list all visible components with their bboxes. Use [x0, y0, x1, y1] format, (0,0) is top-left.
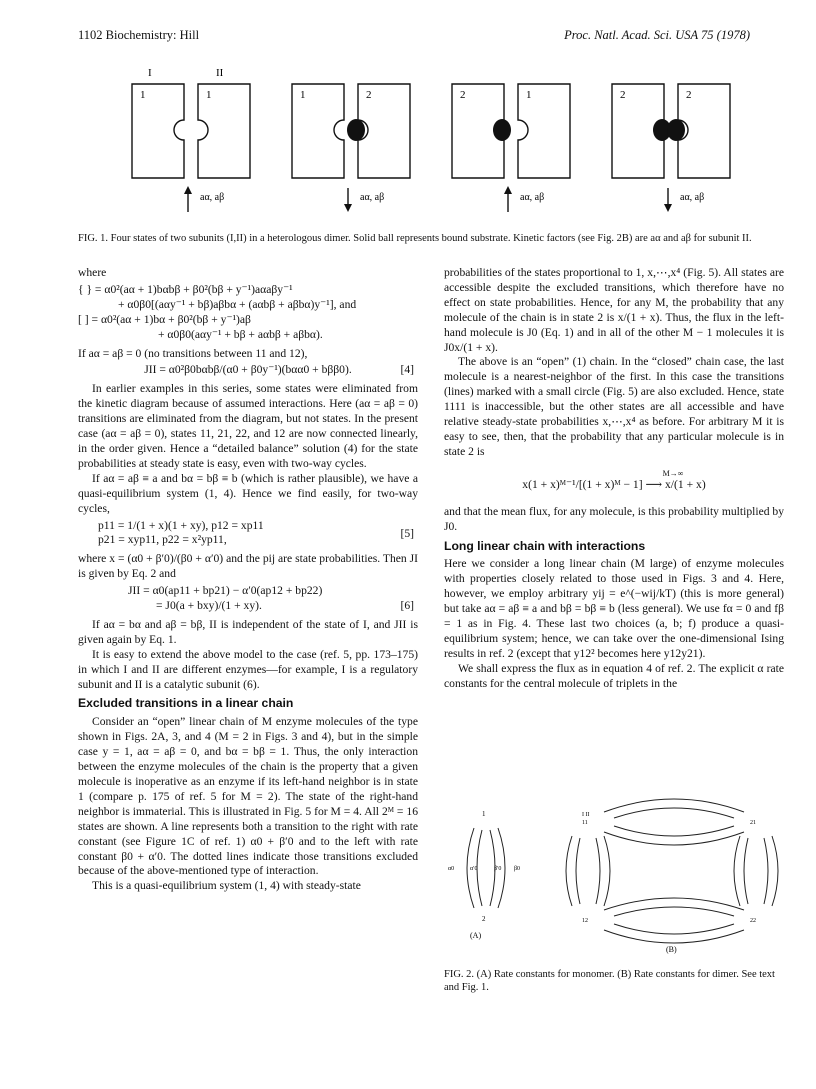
fig2b-arc-left-4: [604, 836, 610, 906]
paragraph-flux: We shall express the flux as in equation 4 of ref. 2. The explicit α rate constants for the central molecule of triplets in the: [444, 661, 784, 690]
equation-4: [78, 363, 418, 378]
fig2b-arc-right-2: [744, 838, 748, 904]
paragraph-if-a: If aα = aβ ≡ a and bα = bβ ≡ b (which is rather plausible), we have a quasi-equilibrium system (1, 4). Hence we find easily, for two-way cycles,: [78, 471, 418, 515]
fig2b-arc-bot-2: [614, 907, 734, 916]
left-column: [78, 266, 418, 894]
fig2b-subunits: I II: [582, 812, 590, 818]
fig2b-arc-right-3: [764, 838, 768, 904]
heading-long-chain: Long linear chain with interactions: [444, 538, 646, 553]
eq5-line-2: p21 = xyp11, p22 = x²yp11,: [98, 533, 227, 547]
fig1-state-label-ii-2: 2: [366, 89, 372, 101]
fig2a-state-top: 1: [482, 810, 486, 818]
eq-brace-line-2: + α0β0[(aαy⁻¹ + bβ)aβbα + (aαbβ + aβbα)y⁻¹], and: [118, 297, 357, 311]
equation-brace: [78, 283, 418, 343]
figure-1-caption: FIG. 1. Four states of two subunits (I,II) in a heterologous dimer. Solid ball represents bound substrate. Kinetic factors (see Fig. 2B) are aα and aβ for subunit II.: [78, 233, 752, 244]
figure-2-caption: FIG. 2. (A) Rate constants for monomer. (B) Rate constants for dimer. See text and Fig. 1.: [444, 969, 775, 993]
eq5-line-1: p11 = 1/(1 + x)(1 + xy), p12 = xp11: [98, 518, 264, 532]
fig1-state-label-i-3: 2: [460, 89, 466, 101]
paragraph-mean: and that the mean flux, for any molecule, is this probability multiplied by J0.: [444, 504, 785, 533]
fig2a-k1: α0: [448, 866, 455, 872]
fig1-state-label-ii-3: 1: [526, 89, 532, 101]
eq4-body: JII = α0²β0bαbβ/(α0 + β0y⁻¹)(bαα0 + bββ0).: [144, 363, 352, 377]
figure-1: [60, 56, 760, 226]
figure-2a: [448, 810, 520, 940]
fig1-state-label-i-4: 2: [620, 89, 626, 101]
fig2a-state-bottom: 2: [482, 915, 486, 923]
fig1-state-label-i-1: 1: [140, 89, 146, 101]
equation-5: [78, 519, 418, 549]
eq6-number: [6]: [400, 599, 414, 613]
where-text: where: [78, 266, 107, 279]
paragraph-continued: probabilities of the states proportional to 1, x,⋯,x⁴ (Fig. 5). All states are accessible despite the excluded transitions, which therefore have no effect on state probabilities. Hence, for any M, the probability that any molecule of the chain is in state 2 is x/(1 + x). Thus, the flux in the left-hand molecule is J0 (Eq. 1) and in all of the other M − 1 molecules it is J0x/(1 + x).: [444, 266, 784, 354]
fig2a-panel: (A): [470, 931, 482, 940]
fig1-arrowhead-4: [664, 204, 672, 212]
paragraph-if-zero: If aα = aβ = 0 (no transitions between 11 and 12),: [78, 346, 308, 360]
page-header-left: 1102 Biochemistry: Hill: [78, 28, 200, 42]
paragraph-above: The above is an “open” (1) chain. In the “closed” chain case, the last molecule is a nearest-neighbor of the first. In this case the transitions (lines) marked with a small circle (Fig. 5) are also excluded. Hence, state 1111 is inaccessible, but the other states are all accessible and have relative steady-state probabilities x,⋯,x⁴ as before. For arbitrary M it is easy to see, then, that the probability that any particular molecule is in state 2 is: [444, 355, 784, 458]
fig2a-k3: β′0: [494, 866, 502, 872]
eq-bracket-line-1: [ ] = α0²(aα + 1)bα + β0²(bβ + y⁻¹)aβ: [78, 312, 251, 326]
fig2b-arc-right-4: [772, 836, 778, 906]
equation-6: [78, 584, 418, 614]
eq6-line-2: = J0(a + bxy)/(1 + xy).: [156, 599, 262, 613]
paragraph-where-x: where x = (α0 + β′0)/(β0 + α′0) and the pij are state probabilities. Then JI is given by Eq. 2 and: [78, 552, 418, 581]
fig2b-arc-top-3: [614, 826, 734, 836]
fig1-factors-2: aα, aβ: [360, 192, 385, 203]
fig1-arrowhead-2: [344, 204, 352, 212]
fig1-factors-4: aα, aβ: [680, 192, 705, 203]
paragraph-easy: It is easy to extend the above model to the case (ref. 5, pp. 173–175) in which I and II are different enzymes—for example, I is a regulatory subunit and II is a catalytic subunit (6).: [78, 647, 418, 691]
figure-2: [444, 786, 784, 966]
fig1-state-label-ii-1: 1: [206, 89, 212, 101]
eq5-number: [5]: [400, 526, 414, 540]
fig2b-state-21: 21: [750, 820, 756, 826]
eq-bracket-line-2: + α0β0(aαy⁻¹ + bβ + aαbβ + aβbα).: [158, 327, 323, 341]
fig2a-k4: β0: [514, 866, 521, 872]
paragraph-consider: Consider an “open” linear chain of M enzyme molecules of the type shown in Figs. 2A, 3, and 4 (M = 2 in Figs. 3 and 4), but in the simple case y = 1, aα = aβ = 0, and bα = bβ = 1. Thus, the only interaction between the enzyme molecules of the chain is the property that a given molecule is inoperative as an enzyme if its left-hand neighbor is in state 1 (compare p. 175 of ref. 5 for M = 2). The state of the right-hand neighbor is immaterial. This is illustrated in Fig. 5 for M = 4. All 2ᴹ = 16 states are shown. A line represents both a transition to the right with rate constant (see Figure 1C of ref. 1) α0 + β′0 and to the left with rate constant β0 + α′0. The dotted lines indicate those transitions excluded because of the above-mentioned type of interaction.: [78, 715, 418, 878]
eq6-line-1: JII = α0(ap11 + bp21) − α′0(ap12 + bp22): [128, 584, 323, 598]
fig1-arrowhead-3: [504, 186, 512, 194]
fig2b-arc-top-1: [604, 799, 744, 812]
fig2b-panel: (B): [666, 945, 677, 954]
fig2b-arc-right-1: [734, 836, 740, 906]
fig2a-arc-2: [477, 830, 482, 906]
fig1-ball-ii-2: [347, 119, 365, 141]
fig1-ball-i-3: [493, 119, 511, 141]
heading-excluded-transitions: Excluded transitions in a linear chain: [78, 696, 294, 711]
fig2b-arc-bot-1: [604, 898, 744, 910]
eq-limit-superscript: M→∞: [662, 468, 684, 478]
fig2b-arc-left-3: [596, 838, 600, 904]
journal-citation: Proc. Natl. Acad. Sci. USA 75 (1978): [564, 28, 750, 42]
fig1-factors-1: aα, aβ: [200, 192, 225, 203]
fig2b-arc-left-2: [576, 838, 580, 904]
fig2b-arc-left-1: [566, 836, 572, 906]
subunit-label-ii: II: [216, 67, 224, 79]
paragraph-if-b: If aα = bα and aβ = bβ, II is independent of the state of I, and JII is given again by Eq. 1.: [78, 617, 418, 646]
fig1-state-label-i-2: 1: [300, 89, 306, 101]
paragraph-quasi: This is a quasi-equilibrium system (1, 4) with steady-state: [92, 879, 361, 893]
equation-limit: [444, 470, 784, 493]
eq4-number: [4]: [400, 363, 414, 377]
fig2b-state-11: 11: [582, 820, 588, 826]
eq-limit-body: x(1 + x)ᴹ⁻¹/[(1 + x)ᴹ − 1] ⟶ x/(1 + x): [522, 477, 706, 491]
fig2a-k2: α′0: [470, 866, 478, 872]
fig1-ball-ii-4: [667, 119, 685, 141]
eq-brace-line-1: { } = α0²(aα + 1)bαbβ + β0²(bβ + y⁻¹)aαaβy⁻¹: [78, 282, 293, 296]
fig2b-state-12: 12: [582, 918, 588, 924]
fig2b-arc-top-2: [614, 808, 734, 818]
paragraph-here: Here we consider a long linear chain (M large) of enzyme molecules with properties closely related to those used in Figs. 3 and 4. Here, however, we employ arbitrary yij = e^(−wij/kT) (this is more general) but take aα = aβ ≡ a and bβ = bβ ≡ b (less general). We use fα = 0 and fβ = 1 as in Fig. 4. These last two choices (a, b; f) produce a quasi-equilibrium system; hence, we can take over the one-dimensional Ising results in ref. 2 (except that y12² becomes here y12y21).: [444, 557, 784, 660]
fig2b-arc-bot-4: [604, 930, 744, 943]
fig1-factors-3: aα, aβ: [520, 192, 545, 203]
fig2b-state-22: 22: [750, 918, 756, 924]
fig1-state-label-ii-4: 2: [686, 89, 692, 101]
right-column: [444, 266, 784, 692]
figure-2b: [566, 799, 778, 954]
fig1-arrowhead-1: [184, 186, 192, 194]
subunit-label-i: I: [148, 67, 152, 79]
fig2b-arc-bot-3: [614, 924, 734, 934]
fig2b-arc-top-4: [604, 832, 744, 845]
paragraph-earlier: In earlier examples in this series, some states were eliminated from the kinetic diagram because of assumed interactions. Here (aα = aβ = 0) transitions are eliminated from the diagram, but not states. In the present case (aα = aβ = 0), states 11, 21, 22, and 12 are now connected linearly, in the order given. Hence a “detailed balance” solution (4) for the state probabilities at steady state is easy, even with two-way cycles.: [78, 382, 418, 470]
